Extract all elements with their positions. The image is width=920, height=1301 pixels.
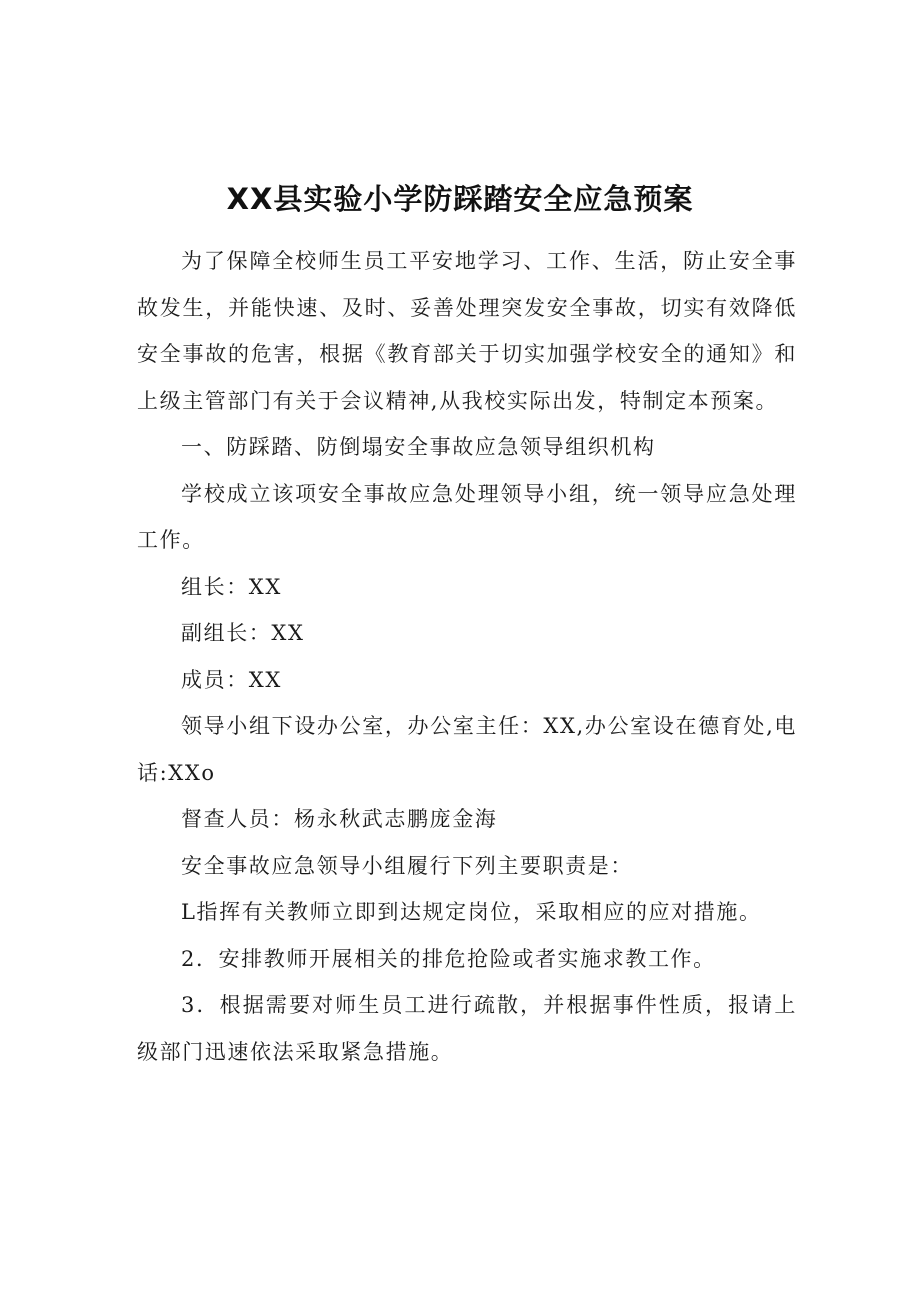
document-title: XX县实验小学防踩踏安全应急预案 bbox=[226, 182, 694, 216]
document-body bbox=[137, 238, 797, 1075]
group-leader-line: 组长：XX bbox=[181, 574, 282, 599]
office-paragraph: 领导小组下设办公室，办公室主任：XX,办公室设在德育处,电话:XXo bbox=[137, 714, 797, 785]
section-heading-organization: 一、防踩踏、防倒塌安全事故应急领导组织机构 bbox=[181, 435, 656, 459]
leadership-group-paragraph: 学校成立该项安全事故应急处理领导小组，统一领导应急处理工作。 bbox=[137, 481, 797, 552]
duty-item-2: 2．安排教师开展相关的排危抢险或者实施求教工作。 bbox=[181, 946, 716, 971]
intro-paragraph: 为了保障全校师生员工平安地学习、工作、生活，防止安全事故发生，并能快速、及时、妥善处理突发安全事故，切实有效降低安全事故的危害，根据《教育部关于切实加强学校安全的通知》和上级主管部门有关于会议精神,从我校实际出发，特制定本预案。 bbox=[137, 249, 797, 413]
duties-intro-line: 安全事故应急领导小组履行下列主要职责是： bbox=[181, 853, 633, 878]
duty-item-3: 3．根据需要对师生员工进行疏散，并根据事件性质，报请上级部门迅速依法采取紧急措施。 bbox=[137, 993, 797, 1064]
members-line: 成员：XX bbox=[181, 667, 282, 692]
duty-item-1: L指挥有关教师立即到达规定岗位，采取相应的应对措施。 bbox=[181, 900, 762, 924]
supervisors-line: 督查人员：杨永秋武志鹏庞金海 bbox=[181, 807, 498, 831]
deputy-leader-line: 副组长：XX bbox=[181, 621, 305, 645]
